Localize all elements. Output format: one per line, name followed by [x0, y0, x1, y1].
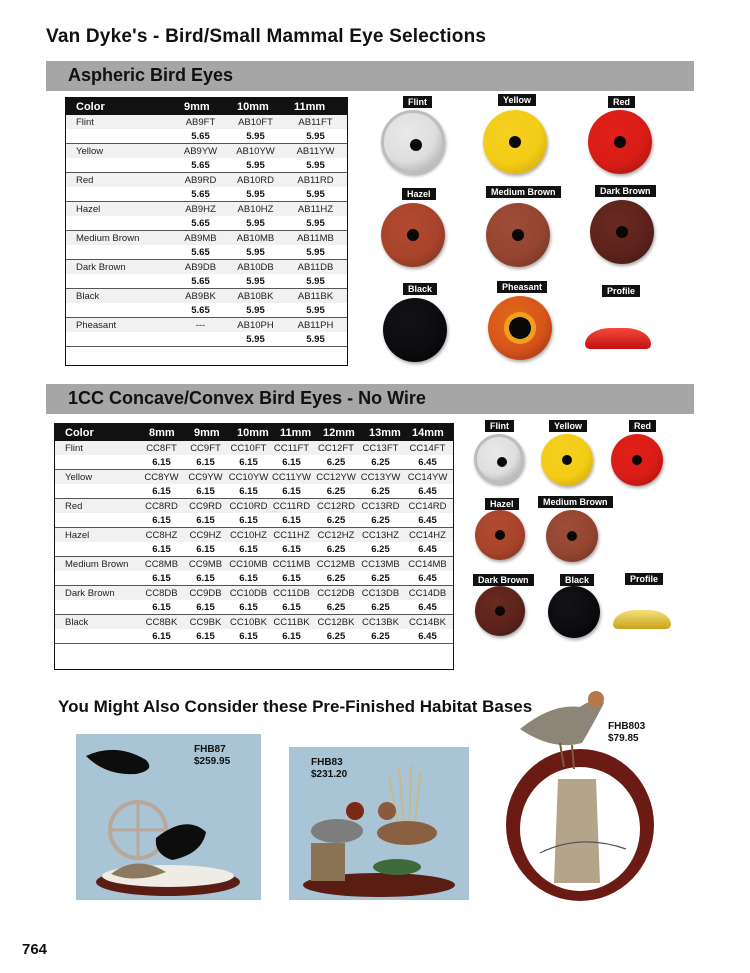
item-code: AB9HZ — [174, 202, 227, 217]
eye-label-hazel: Hazel — [402, 188, 436, 200]
item-price: 5.95 — [284, 129, 347, 144]
table-header-row — [66, 98, 347, 115]
item-code: CC9MB — [184, 557, 227, 572]
item-code: CC11RD — [270, 499, 313, 514]
column-header-color: Color — [55, 424, 139, 441]
item-code: CC11BK — [270, 615, 313, 630]
price-row-spacer — [66, 187, 174, 202]
column-header-size: 11mm — [270, 424, 313, 441]
habitat-code: FHB87 — [194, 744, 226, 755]
eye-profile-swatch — [613, 610, 671, 629]
table-row-prices — [55, 629, 453, 644]
price-row-spacer — [66, 245, 174, 260]
eye-pupil — [509, 136, 522, 149]
column-header-size: 9mm — [174, 98, 227, 115]
eye-label-medium-brown: Medium Brown — [538, 496, 613, 508]
color-name: Medium Brown — [66, 231, 174, 246]
table-row — [66, 231, 347, 246]
item-price: 6.15 — [184, 484, 227, 499]
item-code: CC13FT — [359, 441, 402, 455]
item-code: CC11HZ — [270, 528, 313, 543]
item-code: CC11YW — [270, 470, 313, 485]
item-code: AB10DB — [227, 260, 284, 275]
item-code: CC13BK — [359, 615, 402, 630]
item-code: CC14RD — [402, 499, 453, 514]
price-row-spacer — [55, 513, 139, 528]
color-name: Dark Brown — [55, 586, 139, 601]
item-code: AB10HZ — [227, 202, 284, 217]
color-name: Flint — [66, 115, 174, 129]
eye-pupil — [497, 457, 507, 467]
table-row — [66, 260, 347, 275]
item-price: 6.15 — [139, 513, 184, 528]
eye-swatch-dark-brown — [590, 200, 654, 264]
item-code: CC10RD — [227, 499, 270, 514]
color-name: Black — [66, 289, 174, 304]
item-price: 6.15 — [184, 513, 227, 528]
item-price: 5.95 — [284, 303, 347, 318]
price-row-spacer — [55, 455, 139, 470]
section-bar-concave — [46, 384, 694, 414]
price-row-spacer — [55, 542, 139, 557]
item-price: 6.15 — [184, 571, 227, 586]
table-row-prices — [66, 129, 347, 144]
item-code: CC12RD — [313, 499, 359, 514]
table-row — [55, 586, 453, 601]
item-price: 6.15 — [184, 542, 227, 557]
column-header-size: 10mm — [227, 424, 270, 441]
table-row — [66, 173, 347, 188]
color-name: Medium Brown — [55, 557, 139, 572]
item-code: CC12FT — [313, 441, 359, 455]
item-code: CC8YW — [139, 470, 184, 485]
table-row-prices — [55, 600, 453, 615]
item-price: 5.95 — [284, 332, 347, 347]
item-code: CC14FT — [402, 441, 453, 455]
price-row-spacer — [55, 571, 139, 586]
eye-pupil — [567, 531, 577, 541]
item-code: AB10MB — [227, 231, 284, 246]
eye-label-profile: Profile — [625, 573, 663, 585]
eye-profile-swatch — [585, 328, 651, 349]
eye-pupil — [509, 317, 531, 339]
table-row-prices — [66, 303, 347, 318]
item-price: 5.95 — [227, 303, 284, 318]
item-code: CC8HZ — [139, 528, 184, 543]
price-row-spacer — [66, 158, 174, 173]
item-code: CC10YW — [228, 471, 269, 483]
eye-pupil — [512, 229, 525, 242]
item-code: CC11FT — [270, 441, 313, 455]
item-price: 5.65 — [174, 245, 227, 260]
item-code: AB11PH — [284, 318, 347, 333]
item-price: 6.15 — [139, 600, 184, 615]
item-price: 6.15 — [227, 513, 270, 528]
table-row-prices — [66, 332, 347, 347]
eye-label-yellow: Yellow — [549, 420, 587, 432]
habitat-price: $259.95 — [194, 756, 231, 767]
eye-swatch-pheasant — [488, 296, 552, 360]
item-code: CC8RD — [139, 499, 184, 514]
item-code: CC12DB — [313, 586, 359, 601]
eye-swatch-yellow — [541, 434, 593, 486]
table-row — [55, 499, 453, 514]
table-row-prices — [66, 216, 347, 231]
item-price: 5.95 — [227, 332, 284, 347]
column-header-size: 11mm — [284, 98, 347, 115]
item-code: CC8DB — [139, 586, 184, 601]
item-price: 6.15 — [139, 484, 184, 499]
eye-swatch-hazel — [475, 510, 525, 560]
table-row — [66, 318, 347, 333]
color-name: Hazel — [55, 528, 139, 543]
price-row-spacer — [55, 484, 139, 499]
item-price: 6.25 — [359, 513, 402, 528]
color-name: Hazel — [66, 202, 174, 217]
item-price: 5.95 — [227, 158, 284, 173]
eye-pupil — [632, 455, 642, 465]
crow-habitat-illustration — [76, 734, 261, 900]
item-price: 6.15 — [139, 629, 184, 644]
item-code: CC9DB — [184, 586, 227, 601]
table-row — [66, 202, 347, 217]
item-price: 6.25 — [359, 571, 402, 586]
eye-swatch-red — [611, 434, 663, 486]
item-code: CC11MB — [270, 557, 313, 572]
eye-swatch-medium-brown — [486, 203, 550, 267]
item-code: CC9FT — [184, 441, 227, 455]
item-code: CC8FT — [139, 441, 184, 455]
item-price: 6.25 — [359, 629, 402, 644]
item-price: 6.25 — [313, 455, 359, 470]
color-name: Red — [55, 499, 139, 514]
item-price: 6.15 — [184, 600, 227, 615]
item-code: AB9FT — [174, 115, 227, 129]
item-price: 6.25 — [313, 600, 359, 615]
item-price: 5.95 — [227, 129, 284, 144]
price-row-spacer — [66, 303, 174, 318]
eye-swatch-hazel — [381, 203, 445, 267]
item-code: CC10MB — [227, 557, 270, 572]
table-row-prices — [66, 187, 347, 202]
table-row — [66, 115, 347, 129]
aspheric-price-table — [66, 98, 347, 347]
eye-pupil — [616, 226, 629, 239]
item-price: 6.15 — [270, 484, 313, 499]
column-header-size: 8mm — [139, 424, 184, 441]
item-code: CC14DB — [402, 586, 453, 601]
eye-label-pheasant: Pheasant — [497, 281, 547, 293]
habitat-price: $231.20 — [311, 769, 348, 780]
item-code: CC9RD — [184, 499, 227, 514]
item-price: 5.95 — [284, 216, 347, 231]
item-price: 6.15 — [139, 455, 184, 470]
color-name: Flint — [55, 441, 139, 455]
item-price: 5.95 — [227, 274, 284, 289]
item-code: CC10BK — [227, 615, 270, 630]
item-code: CC14BK — [402, 615, 453, 630]
item-code: AB11MB — [284, 231, 347, 246]
table-row — [55, 615, 453, 630]
item-price: 6.25 — [313, 629, 359, 644]
eye-label-red: Red — [608, 96, 635, 108]
eye-label-flint: Flint — [403, 96, 432, 108]
item-code: CC13DB — [359, 586, 402, 601]
table-row — [55, 470, 453, 485]
item-price: 6.15 — [227, 484, 270, 499]
item-price: 6.15 — [184, 455, 227, 470]
habitat-code: FHB83 — [311, 757, 343, 768]
eye-pupil — [410, 139, 423, 152]
item-code: CC12HZ — [313, 528, 359, 543]
item-price: 6.25 — [359, 600, 402, 615]
item-code: CC10DB — [227, 586, 270, 601]
table-row — [55, 441, 453, 455]
color-name: Pheasant — [66, 318, 174, 333]
item-code: CC14YW — [402, 470, 453, 485]
item-price: 5.65 — [174, 129, 227, 144]
item-price: 5.65 — [174, 187, 227, 202]
habitat-photo-fhb83 — [289, 747, 469, 900]
item-code: CC9BK — [184, 615, 227, 630]
item-code: AB11BK — [284, 289, 347, 304]
item-code: AB9BK — [174, 289, 227, 304]
eye-swatch-yellow — [483, 110, 547, 174]
column-header-size: 9mm — [184, 424, 227, 441]
item-price: 6.15 — [227, 629, 270, 644]
item-price: 5.95 — [227, 187, 284, 202]
table-row — [55, 528, 453, 543]
table-row-prices — [66, 245, 347, 260]
eye-swatch-dark-brown — [475, 586, 525, 636]
habitat-heading: You Might Also Consider these Pre-Finished Habitat Bases — [58, 697, 533, 716]
item-price: 5.95 — [284, 158, 347, 173]
eye-swatch-black — [383, 298, 447, 362]
color-name: Red — [66, 173, 174, 188]
item-price: 6.15 — [139, 542, 184, 557]
table-row — [55, 557, 453, 572]
item-code: AB11DB — [284, 260, 347, 275]
color-name: Yellow — [66, 144, 174, 159]
item-price: 6.45 — [402, 600, 453, 615]
item-code: AB10PH — [227, 318, 284, 333]
item-price: 6.15 — [270, 455, 313, 470]
eye-label-flint: Flint — [485, 420, 514, 432]
item-price: 6.15 — [270, 629, 313, 644]
item-code: AB10FT — [227, 115, 284, 129]
eye-label-yellow: Yellow — [498, 94, 536, 106]
item-code: CC13HZ — [359, 528, 402, 543]
item-price: 6.25 — [359, 542, 402, 557]
eye-label-dark-brown: Dark Brown — [473, 574, 534, 586]
table-row-prices — [55, 484, 453, 499]
habitat-photo-fhb803 — [500, 683, 660, 903]
eye-swatch-medium-brown — [546, 510, 598, 562]
item-code: AB9RD — [174, 173, 227, 188]
section-bar-aspheric — [46, 61, 694, 91]
price-row-spacer — [66, 274, 174, 289]
item-price: 5.95 — [284, 187, 347, 202]
item-code: AB10BK — [227, 289, 284, 304]
eye-label-dark-brown: Dark Brown — [595, 185, 656, 197]
item-price: 6.25 — [359, 455, 402, 470]
item-code: CC10HZ — [227, 528, 270, 543]
eye-label-profile: Profile — [602, 285, 640, 297]
item-price: 6.45 — [402, 571, 453, 586]
item-code: AB11HZ — [284, 202, 347, 217]
table-row-prices — [55, 455, 453, 470]
item-price: 6.25 — [313, 484, 359, 499]
item-price: 6.45 — [402, 629, 453, 644]
page-number: 764 — [22, 941, 48, 958]
item-code: AB11FT — [284, 115, 347, 129]
item-code: CC11DB — [270, 586, 313, 601]
item-code: AB11YW — [284, 144, 347, 159]
eye-label-red: Red — [629, 420, 656, 432]
eye-pupil — [407, 229, 420, 242]
eye-label-hazel: Hazel — [485, 498, 519, 510]
column-header-size: 12mm — [313, 424, 359, 441]
color-name: Dark Brown — [66, 260, 174, 275]
eye-pupil — [495, 530, 505, 540]
item-price: 5.95 — [227, 245, 284, 260]
item-code: CC13RD — [359, 499, 402, 514]
color-name: Black — [55, 615, 139, 630]
column-header-size: 14mm — [402, 424, 453, 441]
column-header-size: 10mm — [227, 98, 284, 115]
item-price: 6.15 — [227, 455, 270, 470]
item-price: 6.15 — [270, 542, 313, 557]
eye-pupil — [614, 136, 627, 149]
habitat-price: $79.85 — [608, 733, 639, 744]
item-price: 6.15 — [270, 600, 313, 615]
item-code: AB10RD — [227, 173, 284, 188]
eye-swatch-red — [588, 110, 652, 174]
price-row-spacer — [66, 332, 174, 347]
eye-swatch-flint — [381, 110, 445, 174]
item-code: CC8BK — [139, 615, 184, 630]
eye-swatch-black — [548, 586, 600, 638]
price-row-spacer — [55, 629, 139, 644]
item-price: 5.95 — [284, 245, 347, 260]
table-row-prices — [55, 571, 453, 586]
table-row-prices — [66, 158, 347, 173]
item-code: AB9YW — [174, 144, 227, 159]
item-code: CC14MB — [402, 557, 453, 572]
item-price: 6.45 — [402, 513, 453, 528]
item-code: CC13MB — [359, 557, 402, 572]
eye-pupil — [562, 455, 572, 465]
item-code: CC9HZ — [184, 528, 227, 543]
item-price: 6.15 — [227, 571, 270, 586]
item-price: 6.15 — [227, 542, 270, 557]
item-code: CC8MB — [139, 557, 184, 572]
page-title: Van Dyke's - Bird/Small Mammal Eye Selections — [46, 26, 487, 47]
item-code: CC14HZ — [402, 528, 453, 543]
table-row-prices — [66, 274, 347, 289]
item-code: CC12MB — [313, 557, 359, 572]
item-code: CC12YW — [313, 470, 359, 485]
item-code: AB9DB — [174, 260, 227, 275]
section-title-concave: 1CC Concave/Convex Bird Eyes - No Wire — [68, 388, 426, 408]
item-price: 6.15 — [270, 571, 313, 586]
section-title-aspheric: Aspheric Bird Eyes — [68, 65, 234, 85]
item-price: 6.45 — [402, 484, 453, 499]
item-price: 6.45 — [402, 455, 453, 470]
item-price: 5.95 — [284, 274, 347, 289]
item-price: 6.15 — [270, 513, 313, 528]
item-price: 6.45 — [402, 542, 453, 557]
item-code: CC13YW — [360, 471, 401, 483]
item-price: 5.65 — [174, 158, 227, 173]
item-code: --- — [174, 318, 227, 333]
item-price: 6.25 — [359, 484, 402, 499]
habitat-photo-fhb87 — [76, 734, 261, 900]
item-code: CC10FT — [227, 441, 270, 455]
item-price — [174, 332, 227, 347]
habitat-code: FHB803 — [608, 721, 646, 732]
table-header-row — [55, 424, 453, 441]
item-code: AB9MB — [174, 231, 227, 246]
item-price: 6.15 — [184, 629, 227, 644]
eye-label-black: Black — [403, 283, 437, 295]
item-code: AB10YW — [227, 144, 284, 159]
item-price: 6.25 — [313, 571, 359, 586]
eye-pupil — [495, 606, 505, 616]
item-price: 6.15 — [139, 571, 184, 586]
column-header-size: 13mm — [359, 424, 402, 441]
item-price: 6.15 — [227, 600, 270, 615]
item-price: 6.25 — [313, 542, 359, 557]
item-code: CC9YW — [184, 470, 227, 485]
item-price: 5.65 — [174, 216, 227, 231]
table-row — [66, 144, 347, 159]
eye-label-medium-brown: Medium Brown — [486, 186, 561, 198]
item-price: 5.65 — [174, 274, 227, 289]
price-row-spacer — [66, 216, 174, 231]
color-name: Yellow — [55, 470, 139, 485]
item-price: 5.95 — [227, 216, 284, 231]
eye-label-black: Black — [560, 574, 594, 586]
column-header-color: Color — [66, 98, 174, 115]
partridge-habitat-illustration — [500, 683, 660, 903]
table-row — [66, 289, 347, 304]
item-code: AB11RD — [284, 173, 347, 188]
table-row-prices — [55, 513, 453, 528]
price-row-spacer — [66, 129, 174, 144]
price-row-spacer — [55, 600, 139, 615]
eye-swatch-flint — [474, 434, 524, 484]
table-row-prices — [55, 542, 453, 557]
item-price: 6.25 — [313, 513, 359, 528]
concave-price-table — [55, 424, 453, 644]
item-code: CC12BK — [313, 615, 359, 630]
item-price: 5.65 — [174, 303, 227, 318]
